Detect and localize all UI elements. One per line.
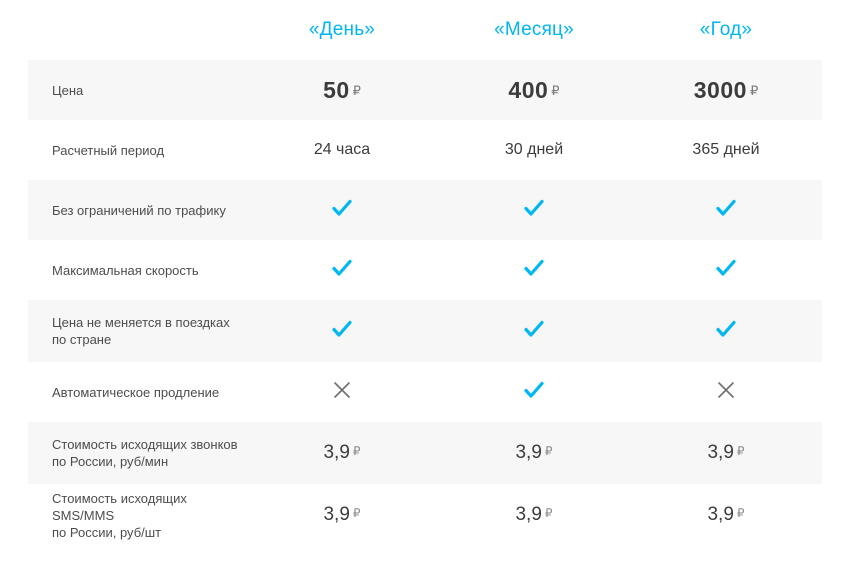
- table-header: [28, 0, 822, 60]
- cell-max-speed-month: [438, 240, 630, 300]
- check-icon: [524, 319, 544, 339]
- period-value: 24 часа: [313, 141, 371, 158]
- table-header-row: [28, 0, 822, 60]
- check-icon: [524, 198, 544, 218]
- cell-auto-renewal-month: [438, 362, 630, 422]
- plan-header-year: [630, 0, 822, 60]
- cell-auto-renewal-year: [630, 362, 822, 422]
- check-icon: [524, 380, 544, 400]
- cell-sms-cost-day: [246, 484, 438, 546]
- feature-column-header: [28, 0, 246, 60]
- row-label-same-price-travel: [28, 300, 246, 362]
- period-value: 30 дней: [504, 141, 564, 158]
- cell-auto-renewal-day: [246, 362, 438, 422]
- cell-calls-cost-month: [438, 422, 630, 484]
- check-icon: [716, 258, 736, 278]
- cell-calls-cost-year: [630, 422, 822, 484]
- table-row: [28, 60, 822, 120]
- table-body: [28, 60, 822, 546]
- cell-unlimited-traffic-month: [438, 180, 630, 240]
- row-label-line2: по России, руб/шт: [52, 524, 162, 540]
- currency-symbol: ₽: [352, 506, 361, 520]
- cell-price-year: [630, 60, 822, 120]
- cross-icon: [717, 381, 735, 399]
- table-row: [28, 484, 822, 546]
- price-amount: 3000: [693, 76, 747, 103]
- row-label-outgoing-calls-cost: [28, 422, 246, 484]
- cell-price-month: [438, 60, 630, 120]
- cell-same-price-travel-day: [246, 300, 438, 362]
- plan-title-day: «День»: [308, 19, 376, 40]
- cell-sms-cost-month: [438, 484, 630, 546]
- table-row: [28, 120, 822, 180]
- rate-amount: 3,9: [707, 442, 734, 463]
- tariff-table-wrapper: [28, 0, 822, 546]
- cell-period-year: [630, 120, 822, 180]
- rate-amount: 3,9: [323, 442, 350, 463]
- price-amount: 50: [323, 76, 350, 103]
- currency-symbol: ₽: [544, 506, 553, 520]
- tariff-comparison-table: [28, 0, 822, 546]
- rate-amount: 3,9: [707, 504, 734, 525]
- row-label-line1: Стоимость исходящих SMS/MMS: [52, 490, 187, 523]
- currency-symbol: ₽: [736, 506, 745, 520]
- row-label-line2: по России, руб/мин: [52, 454, 169, 469]
- table-row: [28, 300, 822, 362]
- rate-amount: 3,9: [323, 504, 350, 525]
- table-row: [28, 362, 822, 422]
- rate-amount: 3,9: [515, 442, 542, 463]
- row-label-outgoing-sms-cost: [28, 484, 246, 546]
- check-icon: [716, 198, 736, 218]
- currency-symbol: ₽: [544, 444, 553, 458]
- table-row: [28, 240, 822, 300]
- cell-unlimited-traffic-day: [246, 180, 438, 240]
- row-label-price: Цена: [52, 82, 84, 98]
- cell-price-day: [246, 60, 438, 120]
- check-icon: [332, 198, 352, 218]
- cell-unlimited-traffic-year: [630, 180, 822, 240]
- cell-period-month: [438, 120, 630, 180]
- plan-header-day: [246, 0, 438, 60]
- currency-symbol: ₽: [749, 82, 759, 98]
- row-label-unlimited-traffic: Без ограничений по трафику: [52, 202, 226, 218]
- cell-sms-cost-year: [630, 484, 822, 546]
- check-icon: [524, 258, 544, 278]
- row-label-billing-period: Расчетный период: [52, 142, 165, 158]
- cell-same-price-travel-year: [630, 300, 822, 362]
- rate-amount: 3,9: [515, 504, 542, 525]
- check-icon: [332, 258, 352, 278]
- price-amount: 400: [508, 76, 549, 103]
- row-label-line2: по стране: [52, 332, 112, 347]
- row-label-line1: Стоимость исходящих звонков: [52, 437, 238, 452]
- cell-calls-cost-day: [246, 422, 438, 484]
- check-icon: [716, 319, 736, 339]
- currency-symbol: ₽: [352, 82, 361, 98]
- plan-title-month: «Месяц»: [494, 19, 574, 40]
- cell-max-speed-year: [630, 240, 822, 300]
- table-row: [28, 180, 822, 240]
- cell-period-day: [246, 120, 438, 180]
- currency-symbol: ₽: [551, 82, 560, 98]
- currency-symbol: ₽: [352, 444, 361, 458]
- cross-icon: [333, 381, 351, 399]
- row-label-max-speed: Максимальная скорость: [52, 262, 199, 278]
- check-icon: [332, 319, 352, 339]
- plan-header-month: [438, 0, 630, 60]
- table-row: [28, 422, 822, 484]
- row-label-auto-renewal: Автоматическое продление: [52, 384, 220, 400]
- period-value: 365 дней: [692, 141, 760, 158]
- row-label-line1: Цена не меняется в поездках: [52, 315, 230, 330]
- cell-same-price-travel-month: [438, 300, 630, 362]
- plan-title-year: «Год»: [699, 19, 753, 40]
- currency-symbol: ₽: [736, 444, 745, 458]
- cell-max-speed-day: [246, 240, 438, 300]
